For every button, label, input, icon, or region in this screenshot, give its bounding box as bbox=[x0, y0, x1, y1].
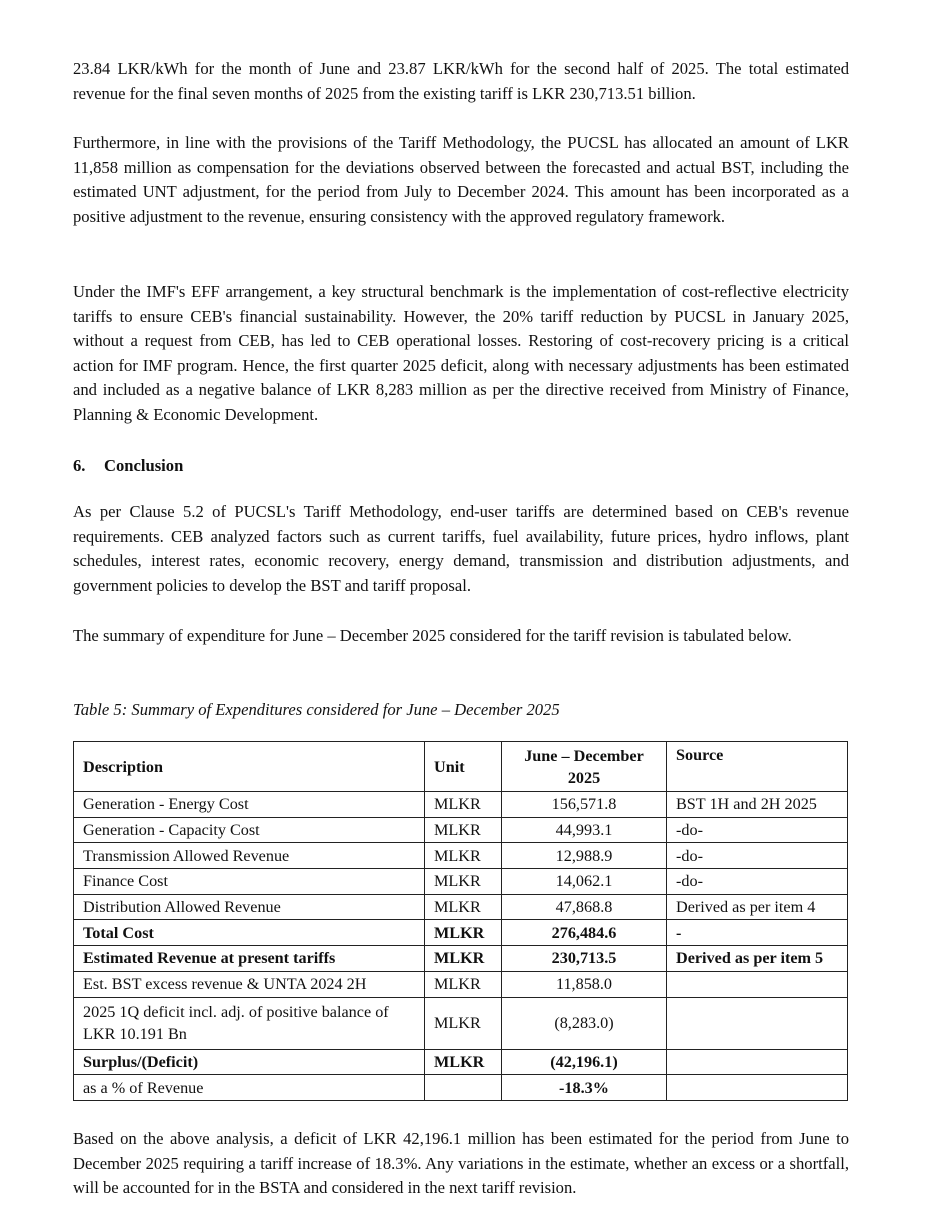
section-number: 6. bbox=[73, 456, 86, 475]
table-row bbox=[74, 1049, 848, 1075]
table-row bbox=[74, 946, 848, 972]
paragraph-deficit-analysis: Based on the above analysis, a deficit of LKR 42,196.1 million has been estimated for the period from June to December 2025 requiring a tariff increase of 18.3%. Any variations in the estimate, whether an excess or a shortfall, will be accounted for in the BSTA and considered in the next tariff revision. bbox=[73, 1129, 849, 1198]
cell-source bbox=[667, 971, 848, 997]
paragraph-summary-intro: The summary of expenditure for June – December 2025 considered for the tariff revision is tabulated below. bbox=[73, 626, 792, 645]
cell-description: Estimated Revenue at present tariffs bbox=[74, 946, 425, 972]
cell-value: 12,988.9 bbox=[502, 843, 667, 869]
cell-source bbox=[667, 997, 848, 1049]
cell-source: -do- bbox=[667, 843, 848, 869]
cell-unit bbox=[425, 1075, 502, 1101]
table-row bbox=[74, 869, 848, 895]
table-body bbox=[74, 792, 848, 1101]
paragraph-tariff-revenue: 23.84 LKR/kWh for the month of June and 23.87 LKR/kWh for the second half of 2025. The total estimated revenue for the final seven months of 2025 from the existing tariff is LKR 230,713.51 billion. bbox=[73, 59, 849, 103]
cell-value: 44,993.1 bbox=[502, 817, 667, 843]
cell-unit: MLKR bbox=[425, 946, 502, 972]
cell-value: 14,062.1 bbox=[502, 869, 667, 895]
table-row bbox=[74, 971, 848, 997]
section-title: Conclusion bbox=[104, 456, 184, 475]
cell-description: Generation - Energy Cost bbox=[74, 792, 425, 818]
cell-unit: MLKR bbox=[425, 843, 502, 869]
cell-unit: MLKR bbox=[425, 920, 502, 946]
section-heading bbox=[73, 454, 183, 478]
cell-unit: MLKR bbox=[425, 869, 502, 895]
table-header-row bbox=[74, 742, 848, 792]
paragraph-compensation: Furthermore, in line with the provisions of the Tariff Methodology, the PUCSL has allocated an amount of LKR 11,858 million as compensation for the deviations observed between the forecasted and actual BST, including the estimated UNT adjustment, for the period from July to December 2024. This amount has been incorporated as a positive adjustment to the revenue, ensuring consistency with the approved regulatory framework. bbox=[73, 133, 849, 226]
cell-description: 2025 1Q deficit incl. adj. of positive balance of LKR 10.191 Bn bbox=[74, 997, 425, 1049]
paragraph-imf-eff: Under the IMF's EFF arrangement, a key structural benchmark is the implementation of cost-reflective electricity tariffs to ensure CEB's financial sustainability. However, the 20% tariff reduction by PUCSL in January 2025, without a request from CEB, has led to CEB operational losses. Restoring of cost-recovery pricing is a critical action for IMF program. Hence, the first quarter 2025 deficit, along with necessary adjustments has been estimated and included as a negative balance of LKR 8,283 million as per the directive received from Ministry of Finance, Planning & Economic Development. bbox=[73, 282, 849, 424]
header-source: Source bbox=[667, 742, 848, 792]
table-row bbox=[74, 894, 848, 920]
table-row bbox=[74, 920, 848, 946]
table-row bbox=[74, 843, 848, 869]
table-row bbox=[74, 792, 848, 818]
cell-source: Derived as per item 5 bbox=[667, 946, 848, 972]
header-unit: Unit bbox=[425, 742, 502, 792]
cell-unit: MLKR bbox=[425, 971, 502, 997]
cell-source: BST 1H and 2H 2025 bbox=[667, 792, 848, 818]
cell-value: 276,484.6 bbox=[502, 920, 667, 946]
cell-unit: MLKR bbox=[425, 792, 502, 818]
cell-value: (42,196.1) bbox=[502, 1049, 667, 1075]
table-row bbox=[74, 997, 848, 1049]
cell-source: -do- bbox=[667, 869, 848, 895]
cell-value: 230,713.5 bbox=[502, 946, 667, 972]
table-row bbox=[74, 1075, 848, 1101]
cell-unit: MLKR bbox=[425, 894, 502, 920]
header-period bbox=[502, 742, 667, 792]
cell-source: Derived as per item 4 bbox=[667, 894, 848, 920]
header-period-line2: 2025 bbox=[567, 768, 601, 787]
paragraph-conclusion-methodology: As per Clause 5.2 of PUCSL's Tariff Methodology, end-user tariffs are determined based on CEB's revenue requirements. CEB analyzed factors such as current tariffs, fuel availability, future prices, hydro inflows, plant schedules, interest rates, economic recovery, energy demand, transmission and distribution adjustments, and government policies to develop the BST and tariff proposal. bbox=[73, 502, 849, 595]
cell-value: -18.3% bbox=[502, 1075, 667, 1101]
cell-value: 47,868.8 bbox=[502, 894, 667, 920]
cell-description: Transmission Allowed Revenue bbox=[74, 843, 425, 869]
cell-unit: MLKR bbox=[425, 997, 502, 1049]
cell-description: Est. BST excess revenue & UNTA 2024 2H bbox=[74, 971, 425, 997]
cell-description: Total Cost bbox=[74, 920, 425, 946]
cell-source bbox=[667, 1049, 848, 1075]
expenditure-table bbox=[73, 741, 848, 1101]
cell-unit: MLKR bbox=[425, 817, 502, 843]
header-description: Description bbox=[74, 742, 425, 792]
cell-value: 11,858.0 bbox=[502, 971, 667, 997]
cell-description: Finance Cost bbox=[74, 869, 425, 895]
table-caption: Table 5: Summary of Expenditures considered for June – December 2025 bbox=[73, 700, 560, 719]
cell-description: as a % of Revenue bbox=[74, 1075, 425, 1101]
cell-source bbox=[667, 1075, 848, 1101]
cell-value: (8,283.0) bbox=[502, 997, 667, 1049]
cell-description: Distribution Allowed Revenue bbox=[74, 894, 425, 920]
table-row bbox=[74, 817, 848, 843]
cell-description: Surplus/(Deficit) bbox=[74, 1049, 425, 1075]
header-period-line1: June – December bbox=[524, 746, 644, 765]
cell-value: 156,571.8 bbox=[502, 792, 667, 818]
cell-unit: MLKR bbox=[425, 1049, 502, 1075]
cell-description: Generation - Capacity Cost bbox=[74, 817, 425, 843]
cell-source: - bbox=[667, 920, 848, 946]
cell-source: -do- bbox=[667, 817, 848, 843]
